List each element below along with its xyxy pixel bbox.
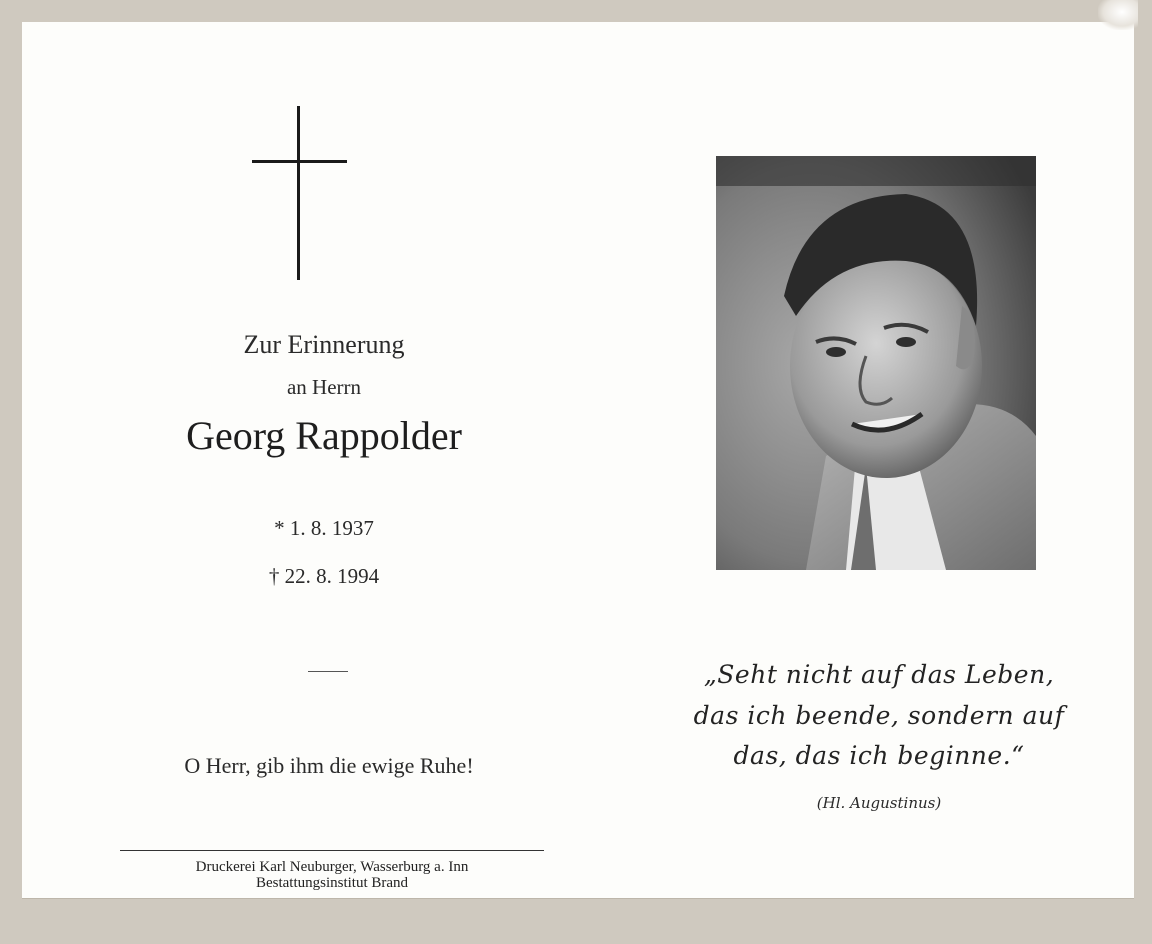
memorial-card — [22, 22, 1134, 898]
portrait-photo — [716, 156, 1036, 570]
quote-line-3: das, das ich beginne.“ — [733, 741, 1025, 770]
birth-date: * 1. 8. 1937 — [274, 516, 374, 540]
deceased-name: Georg Rappolder — [186, 413, 462, 458]
paper-scuff — [1098, 0, 1138, 30]
quote-line-2: das ich beende, sondern auf — [693, 701, 1065, 730]
quote-line-1: „Seht nicht auf das Leben, — [703, 660, 1055, 689]
death-date: † 22. 8. 1994 — [268, 564, 380, 588]
divider-dash — [308, 671, 348, 672]
imprint-printer: Druckerei Karl Neuburger, Wasserburg a. Inn — [195, 859, 469, 875]
prayer-text: O Herr, gib ihm die ewige Ruhe! — [184, 753, 474, 778]
cross-icon — [252, 106, 348, 282]
salutation-text: an Herrn — [286, 375, 362, 399]
imprint-rule — [120, 850, 544, 851]
intro-text: Zur Erinnerung — [243, 330, 405, 359]
imprint-funeral-home: Bestattungsinstitut Brand — [255, 875, 409, 891]
quote-source: (Hl. Augustinus) — [816, 794, 942, 812]
